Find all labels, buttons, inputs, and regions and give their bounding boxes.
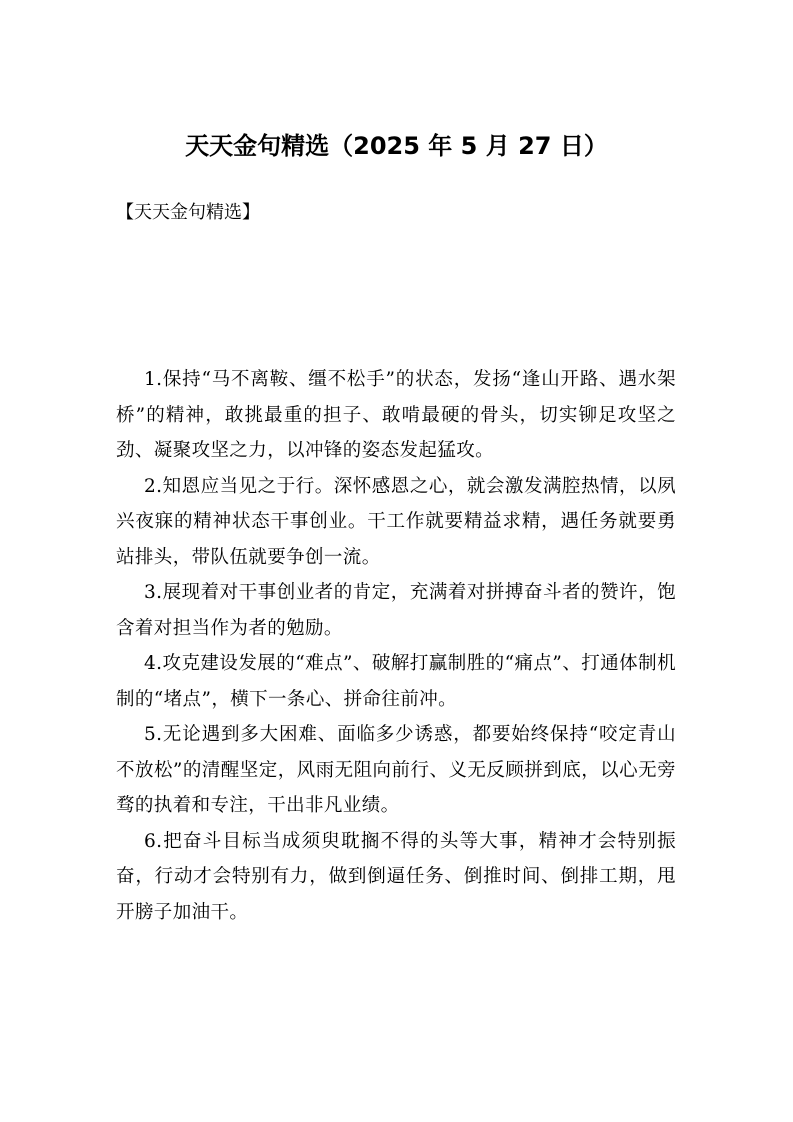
quote-list	[116, 362, 676, 930]
quote-paragraph-4: 4.攻克建设发展的“难点”、破解打赢制胜的“痛点”、打通体制机制的“堵点”，横下一条心、拼命往前冲。	[116, 653, 676, 710]
quote-paragraph-1: 1.保持“马不离鞍、缰不松手”的状态，发扬“逢山开路、遇水架桥”的精神，敢挑最重的担子、敢啃最硬的骨头，切实铆足攻坚之劲、凝聚攻坚之力，以冲锋的姿态发起猛攻。	[116, 369, 676, 461]
quote-paragraph-6: 6.把奋斗目标当成须臾耽搁不得的头等大事，精神才会特别振奋，行动才会特别有力，做到倒逼任务、倒推时间、倒排工期，甩开膀子加油干。	[116, 830, 676, 923]
section-heading: 【天天金句精选】	[116, 202, 260, 223]
quote-paragraph-2: 2.知恩应当见之于行。深怀感恩之心，就会激发满腔热情，以夙兴夜寐的精神状态干事创业。干工作就要精益求精，遇任务就要勇站排头，带队伍就要争创一流。	[116, 475, 676, 568]
quote-paragraph-3: 3.展现着对干事创业者的肯定，充满着对拼搏奋斗者的赞许，饱含着对担当作为者的勉励。	[116, 582, 676, 639]
quote-paragraph-5: 5.无论遇到多大困难、面临多少诱惑，都要始终保持“咬定青山不放松”的清醒坚定，风雨无阻向前行、义无反顾拼到底，以心无旁骛的执着和专注，干出非凡业绩。	[116, 724, 676, 816]
page-title: 天天金句精选（2025 年 5 月 27 日）	[185, 132, 608, 160]
